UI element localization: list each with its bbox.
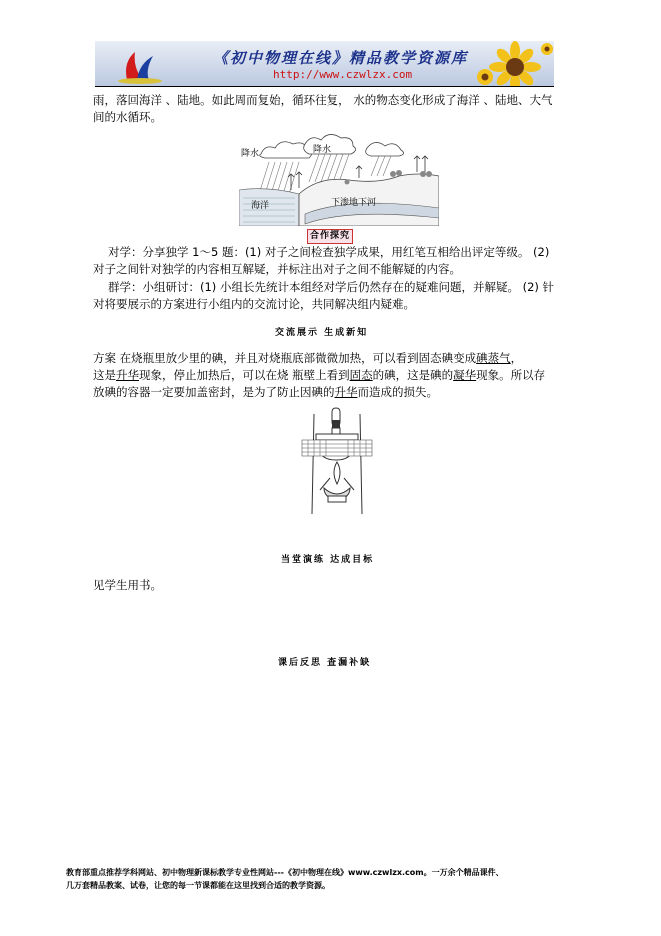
- plan-text: ，: [510, 351, 523, 365]
- answer-sublimation: 升华: [116, 368, 139, 382]
- plan-text: 而造成的损失。: [357, 385, 438, 399]
- banner-title: 《初中物理在线》精品教学资源库: [213, 49, 469, 67]
- plan-line2: [93, 367, 545, 384]
- answer-deposition: 凝华: [453, 368, 477, 382]
- duixue-line1: 对学：分享独学 1～5 题：(1) 对子之间检查独学成果，用红笔互相给出评定等级。 (2): [108, 245, 550, 259]
- label-rain-left: 降水: [241, 149, 260, 159]
- duixue-line2: 对子之间针对独学的内容相互解疑，并标注出对子之间不能解疑的内容。: [93, 262, 461, 276]
- paragraph-water-cycle-line1: 雨，落回海洋 、陆地。如此周而复始，循环往复， 水的物态变化形成了海洋 、陆地、大气: [93, 93, 553, 107]
- plan-line3: [93, 384, 438, 401]
- plan-text: 现象。所以存: [476, 368, 546, 382]
- header-banner: [95, 41, 554, 87]
- section-heading-reflection: 课后反思 查漏补缺: [278, 658, 372, 668]
- plan-text: 这是: [93, 368, 116, 382]
- label-rain-right: 降水: [313, 145, 332, 155]
- water-cycle-diagram: [239, 132, 439, 226]
- answer-solid: 固态: [349, 368, 373, 382]
- label-ocean: 海洋: [251, 201, 270, 211]
- flask-heating-diagram: [298, 406, 376, 514]
- section-heading-practice: 当堂演练 达成目标: [281, 555, 375, 565]
- plan-text: 放碘的容器一定要加盖密封，是为了防止因碘的: [93, 385, 335, 399]
- header-rule: [95, 86, 554, 87]
- qunxue-line1: 群学：小组研讨：(1) 小组长先统计本组经对学后仍然存在的疑难问题，并解疑。 (2) 针: [108, 280, 555, 294]
- sunflower-icon: [475, 41, 554, 87]
- label-underground-river: 下渗地下河: [331, 198, 377, 208]
- qunxue-line2: 对将要展示的方案进行小组内的交流讨论，共同解决组内疑难。: [93, 297, 415, 311]
- paragraph-water-cycle-line2: 间的水循环。: [93, 110, 162, 124]
- plan-text: 现象，停止加热后，可以在烧 瓶壁上看到: [139, 368, 350, 382]
- footer-line2: 几万套精品教案、试卷，让您的每一节课都能在这里找到合适的教学资源。: [66, 881, 330, 890]
- plan-text: 的碘，这是碘的: [372, 368, 454, 382]
- water-cycle-illustration: [239, 132, 439, 226]
- see-student-book: 见学生用书。: [93, 578, 162, 592]
- coop-badge: 合作探究: [307, 229, 353, 244]
- flask-illustration: [298, 406, 376, 514]
- section-heading-exchange: 交流展示 生成新知: [275, 328, 369, 338]
- answer-sublimation-2: 升华: [334, 385, 358, 399]
- answer-iodine-vapor: 碘蒸气: [476, 351, 511, 365]
- plan-text: 方案 在烧瓶里放少里的碘，并且对烧瓶底部微微加热，可以看到固态碘变成: [93, 351, 477, 365]
- plan-line1: [93, 350, 522, 367]
- banner-url: http://www.czwlzx.com: [273, 68, 413, 81]
- footer-line1: 教育部重点推荐学科网站、初中物理新课标教学专业性网站---《初中物理在线》www.czwlzx.com。一万余个精品课件、: [66, 868, 504, 877]
- logo-icon: [113, 44, 167, 84]
